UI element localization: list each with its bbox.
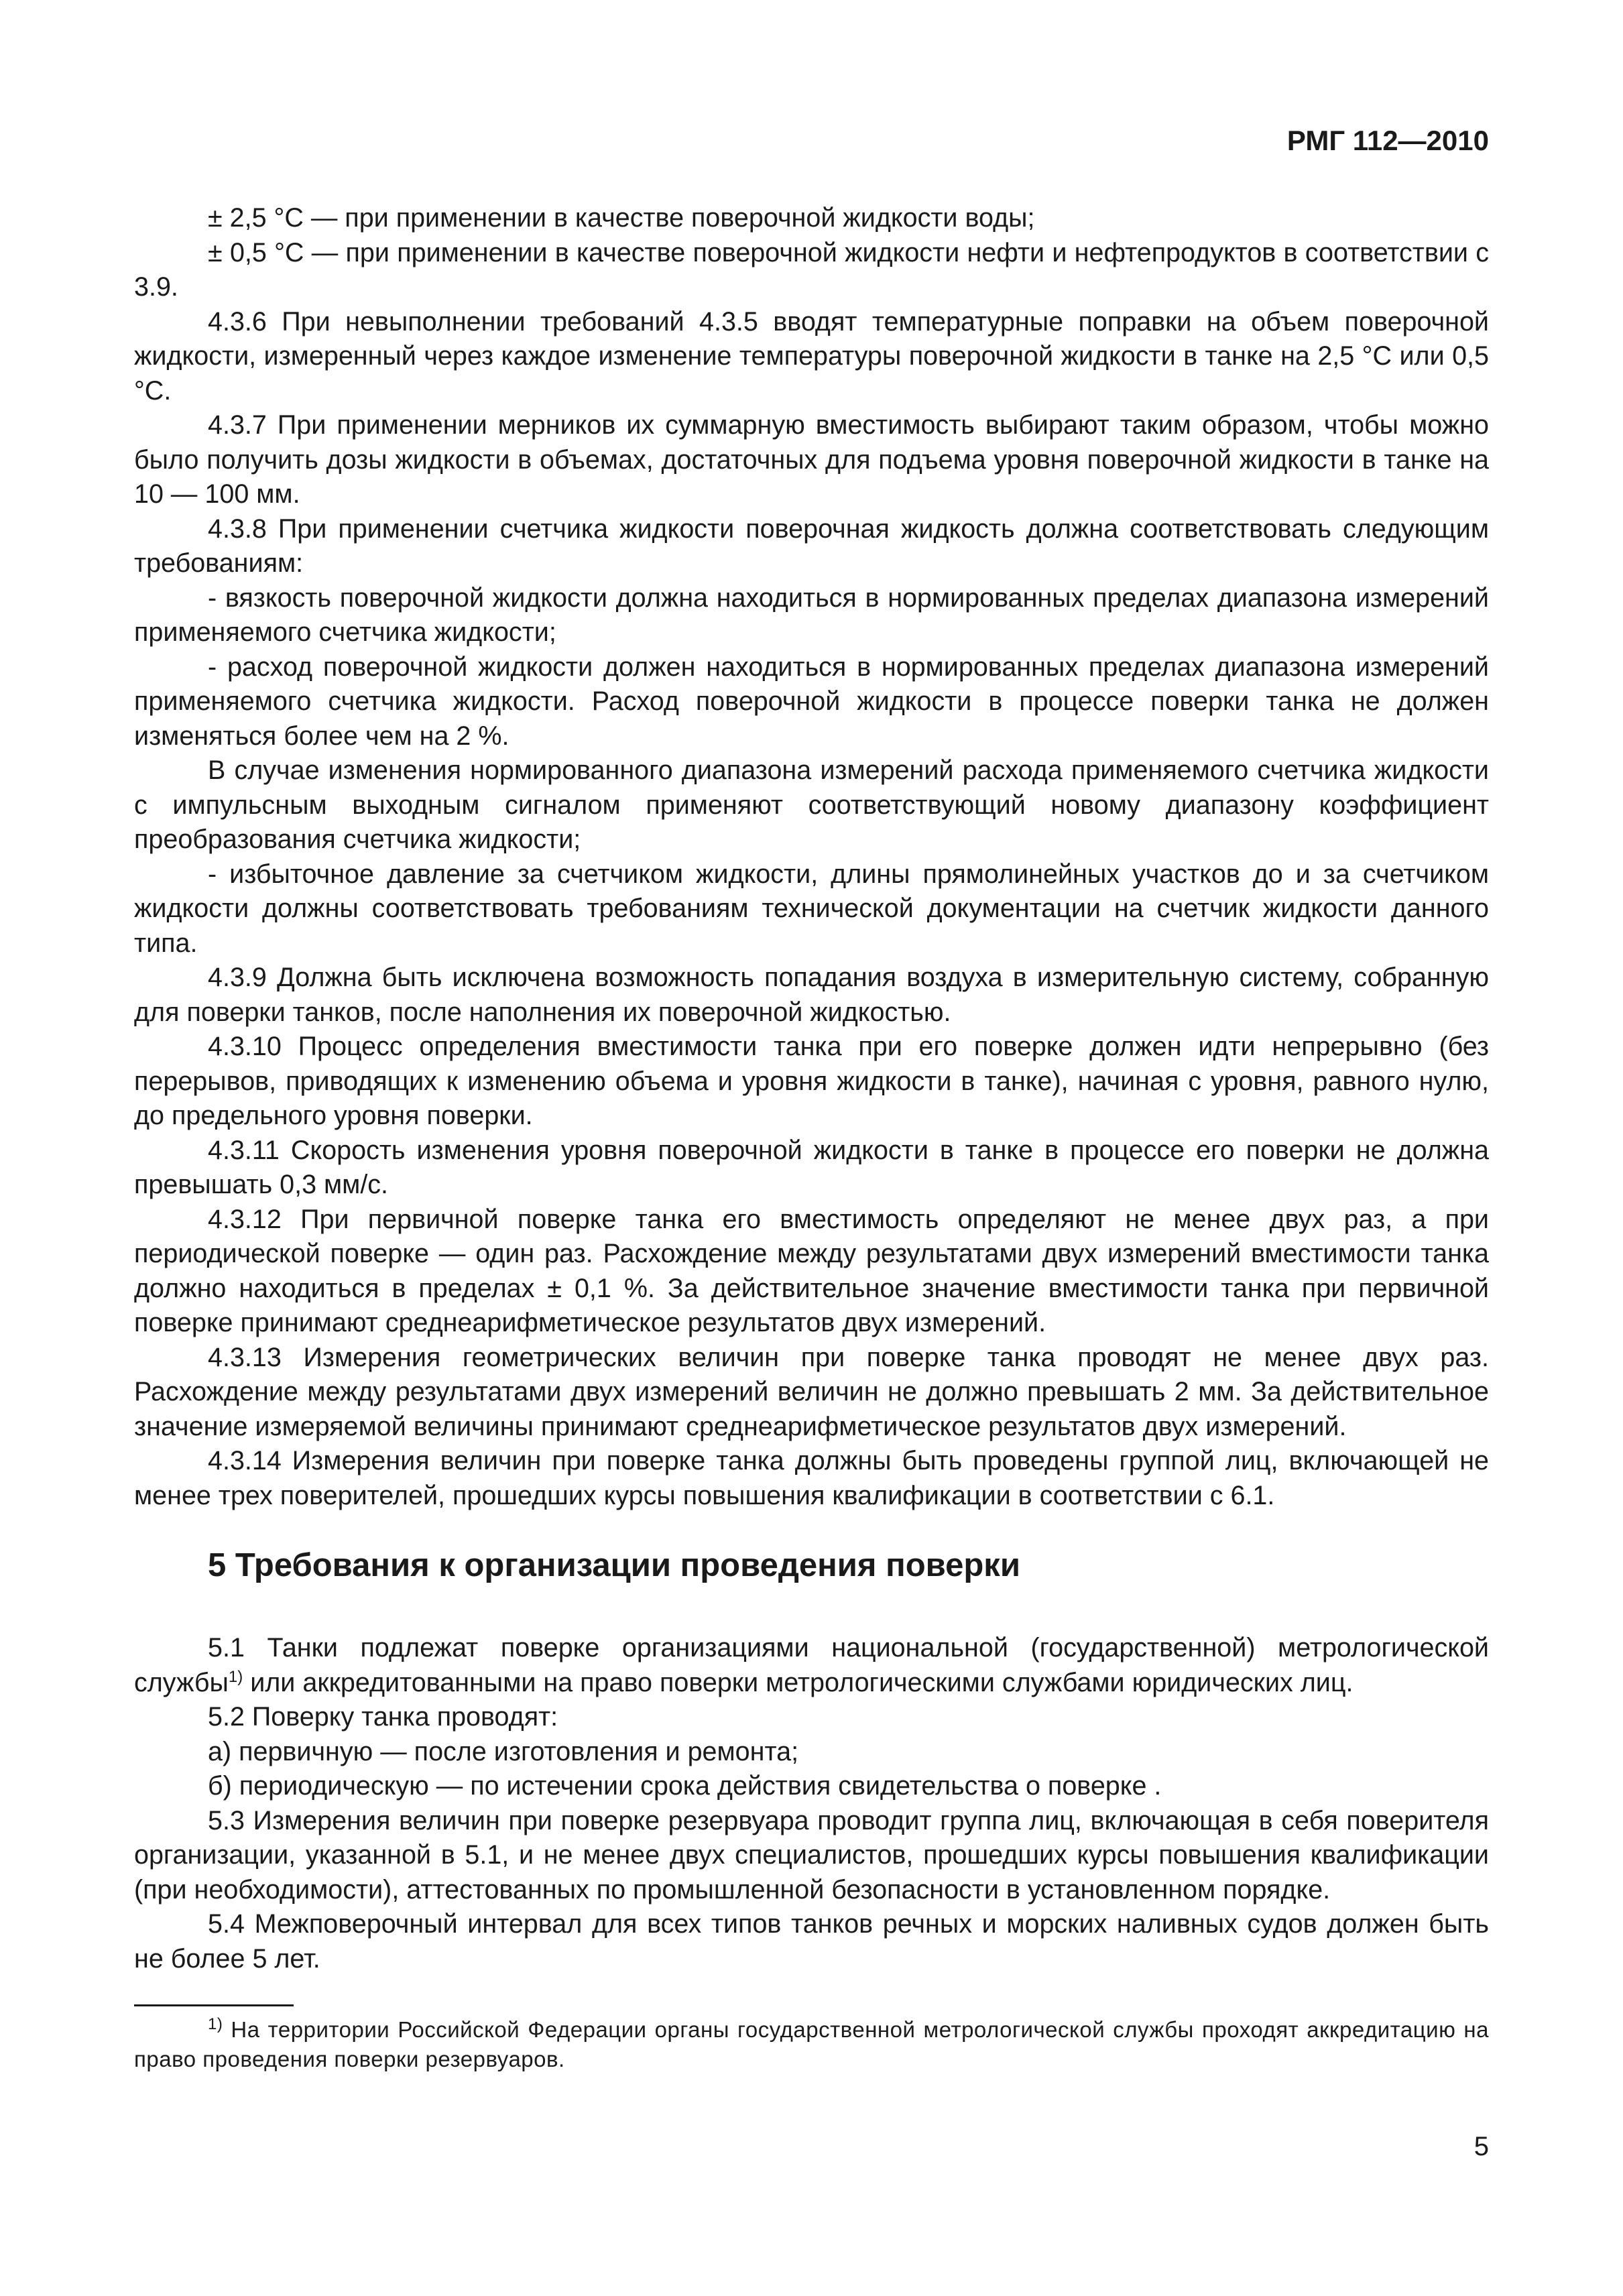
section-5-heading: 5 Требования к организации проведения поверки bbox=[208, 1547, 1020, 1583]
paragraph-5-2-a: а) первичную — после изготовления и ремонта; bbox=[208, 1736, 799, 1766]
page-number: 5 bbox=[1474, 2132, 1489, 2161]
paragraph-flow-rate: - расход поверочной жидкости должен находиться в нормированных пределах диапазона измерений применяемого счетчика жидкости. Расход поверочной жидкости в процессе поверки танка не должен изменяться более чем на 2 %. bbox=[134, 652, 1489, 751]
paragraph-4-3-8: 4.3.8 При применении счетчика жидкости поверочная жидкость должна соответствовать следующим требованиям: bbox=[134, 513, 1489, 578]
paragraph-overpressure: - избыточное давление за счетчиком жидкости, длины прямолинейных участков до и за счетчиком жидкости должны соответствовать требованиям технической документации на счетчик жидкости данного типа. bbox=[134, 859, 1489, 958]
paragraph-tolerance-oil: ± 0,5 °С — при применении в качестве поверочной жидкости нефти и нефтепродуктов в соответствии с 3.9. bbox=[134, 237, 1489, 302]
paragraph-5-1-text-end: или аккредитованными на право поверки метрологическими службами юридических лиц. bbox=[243, 1667, 1354, 1697]
paragraph-range-change: В случае изменения нормированного диапазона измерений расхода применяемого счетчика жидкости с импульсным выходным сигналом применяют соответствующий новому диапазону коэффициент преобразования счетчика жидкости; bbox=[134, 756, 1489, 854]
paragraph-4-3-12: 4.3.12 При первичной поверке танка его вместимость определяют не менее двух раз, а при периодической поверке — один раз. Расхождение между результатами двух измерений вместимости танка должно находиться в пределах ± 0,1 %. За действительное значение вместимости танка при первичной поверке принимают среднеарифметическое результатов двух измерений. bbox=[134, 1204, 1489, 1337]
paragraph-5-4: 5.4 Межповерочный интервал для всех типов танков речных и морских наливных судов должен быть не более 5 лет. bbox=[134, 1909, 1489, 1974]
footnote-reference: 1) bbox=[228, 1667, 243, 1686]
paragraph-4-3-6: 4.3.6 При невыполнении требований 4.3.5 вводят температурные поправки на объем поверочной жидкости, измеренный через каждое изменение температуры поверочной жидкости в танке на 2,5 °С или 0,5 °С. bbox=[134, 306, 1489, 406]
paragraph-5-2: 5.2 Поверку танка проводят: bbox=[208, 1702, 558, 1732]
footnote-marker: 1) bbox=[208, 2015, 223, 2033]
paragraph-4-3-9: 4.3.9 Должна быть исключена возможность попадания воздуха в измерительную систему, собранную для поверки танков, после наполнения их поверочной жидкостью. bbox=[134, 963, 1489, 1027]
footnote-text: На территории Российской Федерации органы государственной метрологической службы проходят аккредитацию на право проведения поверки резервуаров. bbox=[134, 2017, 1489, 2071]
paragraph-4-3-13: 4.3.13 Измерения геометрических величин при поверке танка проводят не менее двух раз. Расхождение между результатами двух измерений величин не должно превышать 2 мм. За действительное значение измеряемой величины принимают среднеарифметическое результатов двух измерений. bbox=[134, 1342, 1489, 1441]
footnote bbox=[134, 2015, 1489, 2074]
main-content bbox=[134, 201, 1489, 1976]
footnote-separator bbox=[134, 2004, 294, 2006]
paragraph-viscosity: - вязкость поверочной жидкости должна находиться в нормированных пределах диапазона измерений применяемого счетчика жидкости; bbox=[134, 583, 1489, 647]
document-code: РМГ 112—2010 bbox=[1286, 125, 1489, 156]
paragraph-4-3-10: 4.3.10 Процесс определения вместимости танка при его поверке должен идти непрерывно (без перерывов, приводящих к изменению объема и уровня жидкости в танке), начиная с уровня, равного нулю, до предельного уровня поверки. bbox=[134, 1032, 1489, 1130]
paragraph-4-3-11: 4.3.11 Скорость изменения уровня поверочной жидкости в танке в процессе его поверки не должна превышать 0,3 мм/с. bbox=[134, 1135, 1489, 1199]
paragraph-tolerance-water: ± 2,5 °С — при применении в качестве поверочной жидкости воды; bbox=[208, 203, 1035, 233]
paragraph-4-3-7: 4.3.7 При применении мерников их суммарную вместимость выбирают таким образом, чтобы можно было получить дозы жидкости в объемах, достаточных для подъема уровня поверочной жидкости в танке на 10 — 100 мм. bbox=[134, 410, 1489, 509]
paragraph-4-3-14: 4.3.14 Измерения величин при поверке танка должны быть проведены группой лиц, включающей не менее трех поверителей, прошедших курсы повышения квалификации в соответствии с 6.1. bbox=[134, 1446, 1489, 1510]
paragraph-5-2-b: б) периодическую — по истечении срока действия свидетельства о поверке . bbox=[208, 1771, 1162, 1801]
paragraph-5-1-text-start: 5.1 Танки подлежат поверке организациями национальной (государственной) метрологической службы bbox=[134, 1633, 1489, 1697]
paragraph-5-1 bbox=[134, 1631, 1489, 1700]
paragraph-5-3: 5.3 Измерения величин при поверке резервуара проводит группа лиц, включающая в себя поверителя организации, указанной в 5.1, и не менее двух специалистов, прошедших курсы повышения квалификации (при необходимости), аттестованных по промышленной безопасности в установленном порядке. bbox=[134, 1805, 1489, 1905]
